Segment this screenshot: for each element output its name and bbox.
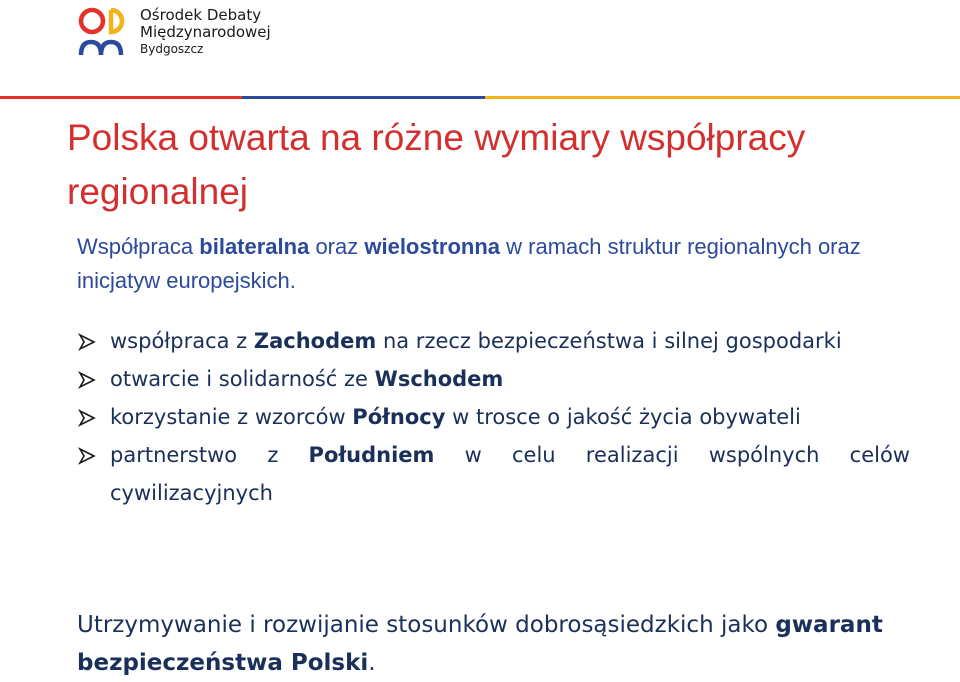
divider-yellow — [485, 96, 960, 99]
closing-end: . — [368, 650, 376, 676]
slide-title: Polska otwarta na różne wymiary współpracy regionalnej — [67, 117, 806, 212]
intro-text-2: oraz — [309, 234, 365, 259]
closing-bold: gwarant bezpieczeństwa Polski — [77, 612, 883, 676]
closing-text: Utrzymywanie i rozwijanie stosunków dobrosąsiedzkich jako — [77, 612, 776, 638]
bullet-item — [78, 398, 910, 436]
divider-red — [0, 96, 242, 99]
bullet-list — [78, 322, 910, 512]
bullet-text-post: na rzecz bezpieczeństwa i silnej gospodarki — [376, 329, 842, 353]
bullet-item — [78, 436, 910, 512]
closing-paragraph — [77, 606, 937, 682]
intro-text-1: Współpraca — [77, 234, 200, 259]
odm-logo-mark-icon — [78, 5, 138, 63]
arrow-bullet-icon — [78, 409, 96, 427]
logo-text — [140, 7, 271, 58]
logo-line-2: Międzynarodowej — [140, 23, 271, 41]
arrow-bullet-icon — [78, 333, 96, 351]
divider-blue — [242, 96, 485, 99]
arrow-bullet-icon — [78, 371, 96, 389]
bullet-text-pre: współpraca z — [110, 329, 254, 353]
bullet-text-pre: partnerstwo z — [110, 443, 309, 467]
logo-line-1: Ośrodek Debaty — [140, 6, 262, 24]
bullet-text-bold: Wschodem — [374, 367, 504, 391]
intro-text-3: w ramach struktur regionalnych oraz inicjatyw europejskich. — [77, 234, 861, 293]
intro-paragraph — [77, 230, 917, 298]
bullet-text-pre: korzystanie z wzorców — [110, 405, 353, 429]
bullet-text-bold: Południem — [308, 443, 435, 467]
bullet-text-pre: otwarcie i solidarność ze — [110, 367, 375, 391]
intro-bold-1: bilateralna — [199, 234, 310, 259]
bullet-text-bold: Północy — [352, 405, 446, 429]
arrow-bullet-icon — [78, 447, 96, 465]
bullet-text-bold: Zachodem — [253, 329, 377, 353]
logo-line-3: Bydgoszcz — [140, 42, 204, 56]
bullet-text-post: w trosce o jakość życia obywateli — [445, 405, 801, 429]
bullet-item — [78, 322, 910, 360]
logo — [78, 5, 298, 63]
bullet-item — [78, 360, 910, 398]
intro-bold-2: wielostronna — [364, 234, 501, 259]
bullet-text-post: w celu realizacji wspólnych celów cywilizacyjnych — [110, 443, 910, 505]
